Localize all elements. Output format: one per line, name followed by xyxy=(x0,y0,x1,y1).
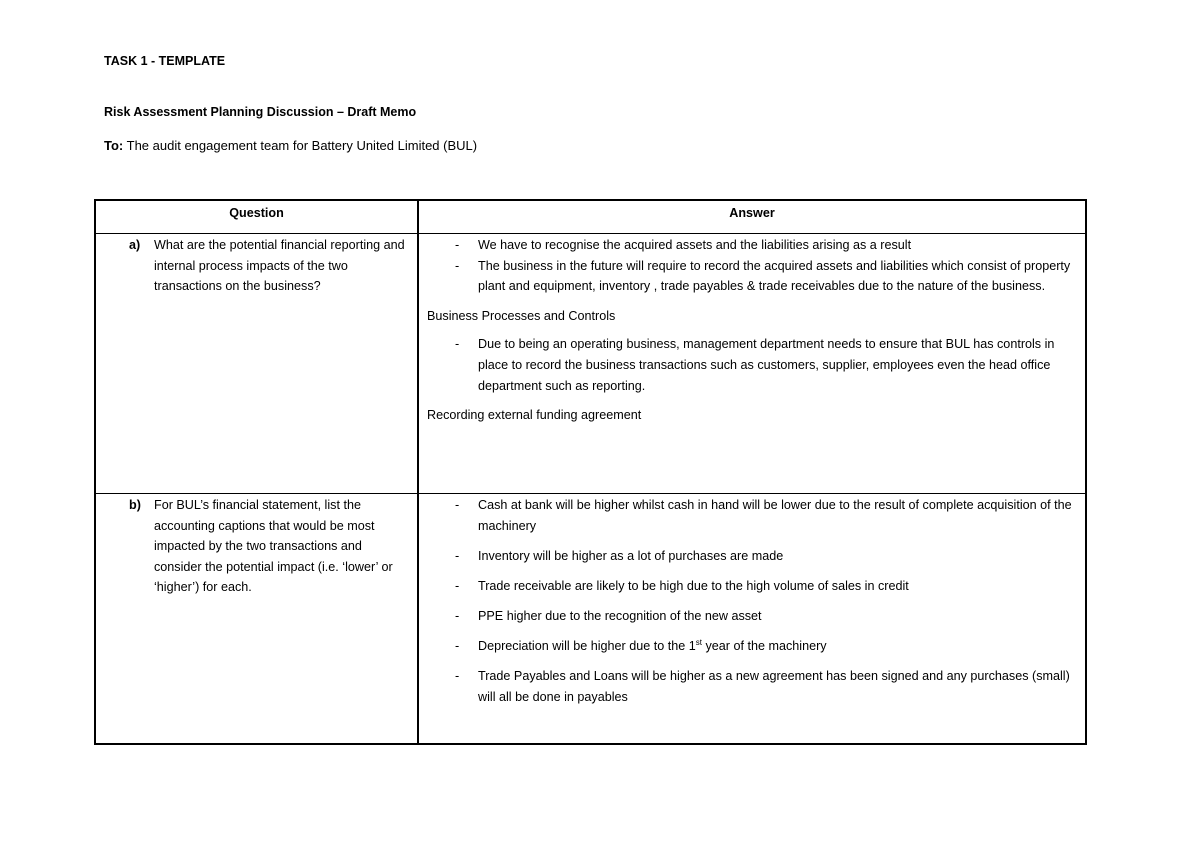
answer-b-bullets xyxy=(427,495,1077,707)
answer-cell-a xyxy=(418,234,1086,494)
to-recipient: The audit engagement team for Battery United Limited (BUL) xyxy=(126,138,478,153)
list-item: - Trade Payables and Loans will be higher as a new agreement has been signed and any purchases (small) will all be done in payables xyxy=(455,669,1070,704)
list-item: - Depreciation will be higher due to the 1st year of the machinery xyxy=(455,637,827,653)
question-cell-a xyxy=(95,234,418,494)
answer-a-bullets-2 xyxy=(427,334,1077,396)
to-line xyxy=(104,138,477,153)
list-item: - Inventory will be higher as a lot of purchases are made xyxy=(455,548,784,563)
memo-table xyxy=(94,199,1087,745)
to-label: To: xyxy=(104,138,124,153)
answer-a-bullets xyxy=(427,235,1077,297)
answer-column-header: Answer xyxy=(418,200,1086,234)
question-text-a: What are the potential financial reporting and internal process impacts of the two transactions on the business? xyxy=(154,238,405,294)
question-cell-b xyxy=(95,494,418,744)
list-item: - We have to recognise the acquired assets and the liabilities arising as a result xyxy=(455,238,912,252)
list-item: - Cash at bank will be higher whilst cash in hand will be lower due to the result of complete acquisition of the machinery xyxy=(455,498,1072,533)
list-item: - Due to being an operating business, management department needs to ensure that BUL has controls in place to record the business transactions such as customers, supplier, employees even the head office department such as reporting. xyxy=(455,337,1055,393)
table-row-b xyxy=(95,494,1086,744)
table-row-a xyxy=(95,234,1086,494)
question-column-header: Question xyxy=(95,200,418,234)
memo-title: Risk Assessment Planning Discussion – Draft Memo xyxy=(104,105,417,119)
question-marker-b: b) xyxy=(129,498,141,512)
task-heading: TASK 1 - TEMPLATE xyxy=(104,54,226,68)
list-item: - The business in the future will require to record the acquired assets and liabilities which consist of property plant and equipment, inventory , trade payables & trade receivables due to the nature of the business. xyxy=(455,258,1071,294)
question-text-b: For BUL’s financial statement, list the accounting captions that would be most impacted by the two transactions and consider the potential impact (i.e. ‘lower’ or ‘higher’) for each. xyxy=(154,498,393,595)
list-item: - Trade receivable are likely to be high due to the high volume of sales in credit xyxy=(455,578,909,593)
table-header-row xyxy=(95,200,1086,234)
subheading-external-funding: Recording external funding agreement xyxy=(427,408,642,423)
question-marker-a: a) xyxy=(129,238,141,252)
list-item: - PPE higher due to the recognition of the new asset xyxy=(455,608,762,623)
subheading-business-processes: Business Processes and Controls xyxy=(427,308,616,323)
answer-cell-b xyxy=(418,494,1086,744)
